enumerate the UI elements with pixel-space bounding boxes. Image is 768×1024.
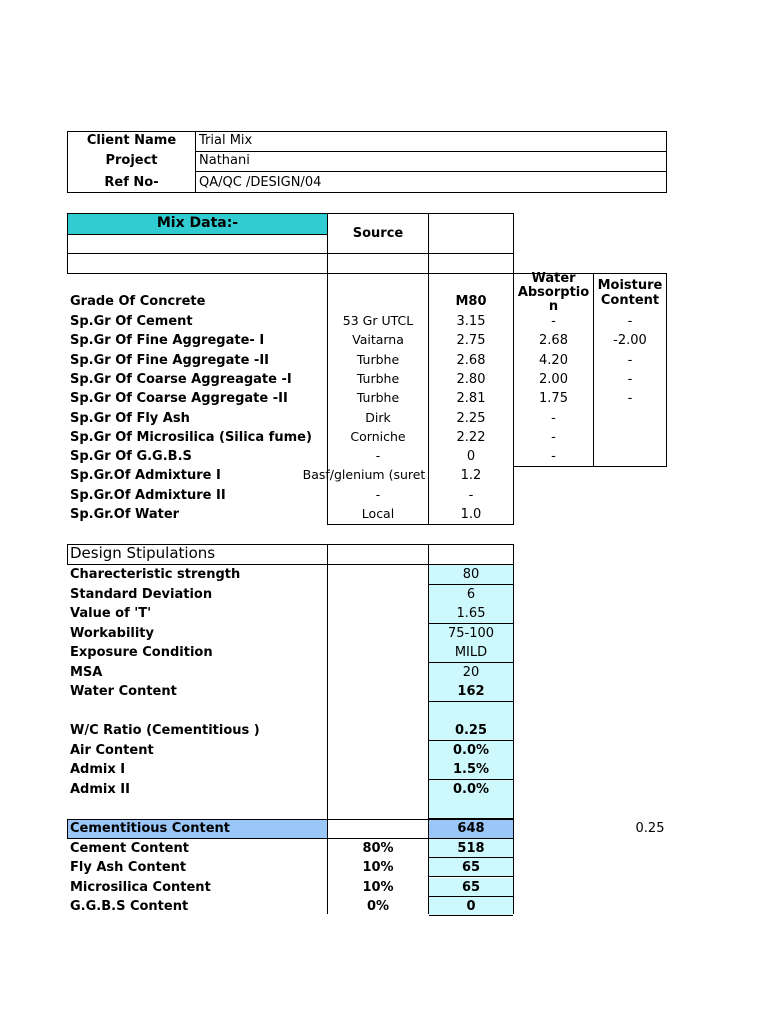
design-value-cell xyxy=(429,702,513,722)
mix-row-value: 2.25 xyxy=(456,412,486,425)
mix-row-water-absorption: - xyxy=(551,450,556,463)
mix-row-label: Sp.Gr Of Coarse Aggreagate -I xyxy=(70,373,292,386)
design-row-label: Water Content xyxy=(70,685,177,698)
design-row-value: 1.65 xyxy=(456,607,486,620)
design-row-value: 0.25 xyxy=(454,724,488,737)
mix-data-title: Mix Data:- xyxy=(156,216,239,230)
mix-row-water-absorption: 2.68 xyxy=(539,334,568,347)
design-row-value: 1.5% xyxy=(452,763,490,776)
mix-row-moisture: -2.00 xyxy=(613,334,647,347)
mix-row-water-absorption: - xyxy=(551,315,556,328)
design-row-label: MSA xyxy=(70,666,103,679)
mix-row-value: 1.0 xyxy=(460,508,482,521)
content-row-label: G.G.B.S Content xyxy=(70,900,189,913)
mix-row-label: Sp.Gr.Of Admixture II xyxy=(70,489,226,502)
cementitious-label: Cementitious Content xyxy=(70,822,230,835)
mix-row-value: 2.80 xyxy=(456,373,486,386)
mix-row-label: Sp.Gr Of Fine Aggregate- I xyxy=(70,334,265,347)
content-row-value: 65 xyxy=(461,881,481,894)
design-stipulations-title: Design Stipulations xyxy=(70,546,216,561)
water-absorption-header: Water Absorptio n xyxy=(517,272,590,314)
moisture-content-header: Moisture Content xyxy=(597,278,663,308)
content-row-value: 65 xyxy=(461,861,481,874)
mix-row-value: 3.15 xyxy=(456,315,486,328)
design-row-value: MILD xyxy=(454,646,488,659)
content-row-label: Cement Content xyxy=(70,842,189,855)
mix-row-value: 0 xyxy=(466,450,476,463)
mix-row-label: Sp.Gr Of G.G.B.S xyxy=(70,450,192,463)
content-row-pct: 10% xyxy=(362,881,394,894)
design-row-label: Admix I xyxy=(70,763,126,776)
design-row-label: Admix II xyxy=(70,783,130,796)
design-row-label: Workability xyxy=(70,627,154,640)
mix-row-label: Sp.Gr Of Microsilica (Silica fume) xyxy=(70,431,312,444)
design-row-label: Standard Deviation xyxy=(70,588,213,601)
mix-row-value: 1.2 xyxy=(460,469,482,482)
mix-row-source: - xyxy=(375,450,381,463)
source-header: Source xyxy=(352,227,404,240)
mix-row-water-absorption: 2.00 xyxy=(539,373,568,386)
grade-label: Grade Of Concrete xyxy=(70,295,206,308)
design-row-value: 162 xyxy=(457,685,485,698)
project-value: Nathani xyxy=(199,154,250,167)
mix-row-source: - xyxy=(375,489,381,502)
mix-row-label: Sp.Gr Of Fine Aggregate -II xyxy=(70,354,269,367)
mix-row-water-absorption: - xyxy=(551,412,556,425)
ref-no-label: Ref No- xyxy=(104,176,159,189)
mix-row-source: Turbhe xyxy=(356,354,400,367)
mix-row-label: Sp.Gr Of Cement xyxy=(70,315,193,328)
mix-row-source: Turbhe xyxy=(356,373,400,386)
design-row-value: 20 xyxy=(462,666,480,679)
content-row-value: 0 xyxy=(466,900,476,913)
design-row-label: Charecteristic strength xyxy=(70,568,241,581)
design-row-value: 0.0% xyxy=(452,744,490,757)
content-row-pct: 80% xyxy=(362,842,394,855)
mix-row-source: Dirk xyxy=(365,412,391,425)
project-label: Project xyxy=(105,154,158,167)
design-value-cell xyxy=(429,799,513,819)
mix-row-source: Corniche xyxy=(350,431,406,444)
cementitious-left-border xyxy=(67,819,68,839)
content-row-pct: 10% xyxy=(362,861,394,874)
side-ratio-value: 0.25 xyxy=(635,822,665,835)
mix-row-moisture: - xyxy=(627,373,633,386)
cementitious-value: 648 xyxy=(457,822,485,835)
mix-row-water-absorption: 4.20 xyxy=(539,354,568,367)
mix-row-water-absorption: - xyxy=(551,431,556,444)
content-row-pct: 0% xyxy=(366,900,390,913)
design-row-value: 6 xyxy=(466,588,476,601)
ref-no-value: QA/QC /DESIGN/04 xyxy=(199,176,322,189)
content-row-label: Microsilica Content xyxy=(70,881,211,894)
design-row-value: 80 xyxy=(462,568,480,581)
design-row-label: Exposure Condition xyxy=(70,646,213,659)
mix-row-label: Sp.Gr.Of Admixture I xyxy=(70,469,221,482)
mix-row-source: Local xyxy=(361,508,395,521)
mix-row-moisture: - xyxy=(627,392,633,405)
design-row-value: 0.0% xyxy=(452,783,490,796)
mix-row-source: Turbhe xyxy=(356,392,400,405)
mix-row-moisture: - xyxy=(627,315,633,328)
design-row-label: Air Content xyxy=(70,744,154,757)
cementitious-top-border xyxy=(67,819,514,820)
content-row-value: 518 xyxy=(457,842,485,855)
mix-row-water-absorption: 1.75 xyxy=(539,392,568,405)
client-name-value: Trial Mix xyxy=(199,134,253,147)
mix-row-value: - xyxy=(468,489,474,502)
grade-value: M80 xyxy=(455,295,487,308)
client-name-label: Client Name xyxy=(86,134,177,147)
mix-row-source: Vaitarna xyxy=(352,334,404,347)
content-row-label: Fly Ash Content xyxy=(70,861,187,874)
mix-row-source: 53 Gr UTCL xyxy=(342,315,414,328)
mix-row-moisture: - xyxy=(627,354,633,367)
mix-row-value: 2.68 xyxy=(456,354,486,367)
design-row-label: W/C Ratio (Cementitious ) xyxy=(70,724,260,737)
mix-row-value: 2.81 xyxy=(456,392,486,405)
mix-row-label: Sp.Gr Of Fly Ash xyxy=(70,412,190,425)
design-row-value: 75-100 xyxy=(447,627,495,640)
mix-row-value: 2.75 xyxy=(456,334,486,347)
mix-row-value: 2.22 xyxy=(456,431,486,444)
mix-row-source: Basf/glenium (suret xyxy=(302,469,426,482)
design-row-label: Value of 'T' xyxy=(70,607,152,620)
mix-row-label: Sp.Gr Of Coarse Aggregate -II xyxy=(70,392,288,405)
mix-row-label: Sp.Gr.Of Water xyxy=(70,508,180,521)
